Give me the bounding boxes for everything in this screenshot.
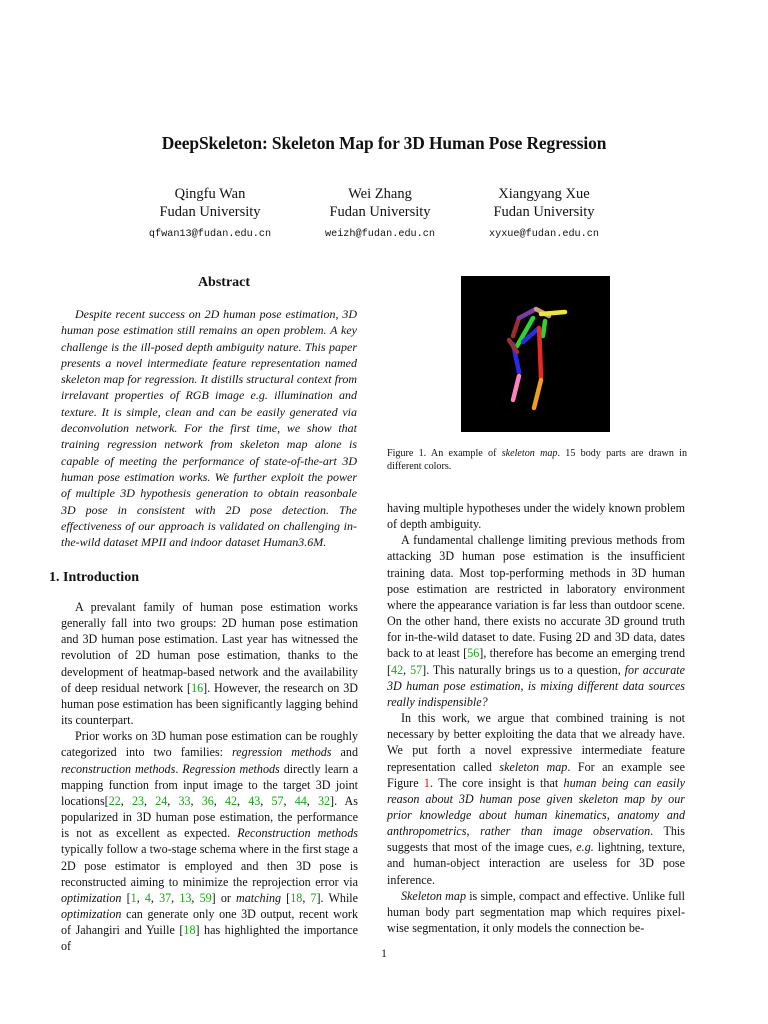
skeleton-part	[541, 312, 565, 314]
author-name: Xiangyang Xue	[498, 186, 590, 202]
skeleton-part	[539, 328, 540, 350]
skeleton-map-image	[461, 276, 610, 432]
paper-title: DeepSkeleton: Skeleton Map for 3D Human Pose Regression	[161, 133, 607, 153]
paragraph: Prior works on 3D human pose estimation can be roughly categorized into two families: regression methods and reconstruction methods. Regression methods directly learn a mapping function from input image to the target 3D joint locations[22, 23, 24, 33, 36, 42, 43, 57, 44, 32]. As popularized in 3D human pose estimation, the performance is not as excellent as expected. Reconstruction methods typically follow a two-stage schema where in the first stage a 2D pose estimator is employed and then 3D pose is reconstructed aiming to minimize the reprojection error via optimization [1, 4, 37, 13, 59] or matching [18, 7]. While optimization can generate only one 3D output, recent work of Jahangiri and Yuille [18] has highlighted the importance of	[61, 729, 359, 954]
author-2	[290, 185, 470, 241]
figure-caption	[387, 447, 687, 473]
intro-right-column	[387, 500, 685, 936]
caption-prefix: Figure 1. An example of	[387, 448, 502, 459]
author-3	[454, 185, 634, 241]
skeleton-part	[513, 376, 519, 400]
caption-emphasis: skeleton map	[501, 448, 558, 459]
author-name: Qingfu Wan	[174, 186, 246, 202]
section-heading-introduction: 1. Introduction	[49, 570, 139, 585]
author-email: weizh@fudan.edu.cn	[324, 229, 436, 240]
skeleton-part	[513, 318, 519, 336]
page-number: 1	[381, 948, 387, 960]
caption-suffix: . 15 body parts are drawn in different colors.	[387, 448, 688, 472]
author-affiliation: Fudan University	[493, 204, 595, 220]
skeleton-part	[540, 350, 541, 378]
author-email: qfwan13@fudan.edu.cn	[148, 229, 272, 240]
author-affiliation: Fudan University	[159, 204, 261, 220]
paragraph: In this work, we argue that combined training is not necessary by better exploiting the data that we already have. We put forth a novel expressive intermediate feature representation called skeleton map. For an example see Figure 1. The core insight is that human being can easily reason about 3D human pose given skeleton map by our prior knowledge about human kinematics, anatomy and anthropometrics, rather than image observation. This suggests that most of the image cues, e.g. lightning, texture, and human-object interaction are useless for 3D pose inference.	[387, 711, 685, 887]
author-email: xyxue@fudan.edu.cn	[488, 229, 600, 240]
paragraph: Skeleton map is simple, compact and effective. Unlike full human body part segmentation map which requires pixel-wise segmentation, it only models the connection be-	[387, 888, 685, 936]
skeleton-part	[543, 321, 545, 336]
author-affiliation: Fudan University	[329, 204, 431, 220]
author-1	[120, 185, 300, 241]
paragraph: A prevalant family of human pose estimation works generally fall into two groups: 2D human pose estimation and 3D human pose estimation. Last year has witnessed the revolution of 2D human pose estimation, thanks to the development of heatmap-based network and the availability of deep residual network [16]. However, the research on 3D human pose estimation has been significantly lagging behind its counterpart.	[61, 600, 359, 728]
paragraph: having multiple hypotheses under the widely known problem of depth ambiguity.	[387, 501, 685, 532]
figure-skeleton-map	[461, 276, 610, 432]
skeleton-part	[534, 380, 541, 408]
paragraph: A fundamental challenge limiting previous methods from attacking 3D human pose estimation is the insufficient training data. Most top-performing methods in 3D human pose estimation are restricted in laboratory environment where the appearance variation is far less than outdoor scene. On the other hand, there exists no accurate 3D ground truth for in-the-wild dataset to date. Fusing 2D and 3D data, dates back to at least [56], therefore has become an emerging trend [42, 57]. This naturally brings us to a question, for accurate 3D human pose estimation, is mixing different data sources really indispensible?	[387, 533, 686, 709]
abstract-heading: Abstract	[197, 275, 251, 290]
abstract-text: Despite recent success on 2D human pose estimation, 3D human pose estimation still remains an open problem. A key challenge is the ill-posed depth ambiguity nature. This paper presents a novel intermediate feature representation named skeleton map for regression. It distills structural context from irrelavant properties of RGB image e.g. illumination and texture. It is simple, clean and can be easily generated via deconvolution network. For the first time, we show that training regression network from skeleton map alone is capable of meeting the performance of state-of-the-art 3D human pose estimation works. We further exploit the power of multiple 3D hypothesis generation to obtain reasonbale 3D pose in consistent with 2D pose detection. The effectiveness of our approach is validated on challenging in-the-wild dataset MPII and indoor dataset Human3.6M.	[61, 307, 357, 550]
author-name: Wei Zhang	[348, 186, 412, 202]
intro-left-column	[61, 599, 358, 954]
